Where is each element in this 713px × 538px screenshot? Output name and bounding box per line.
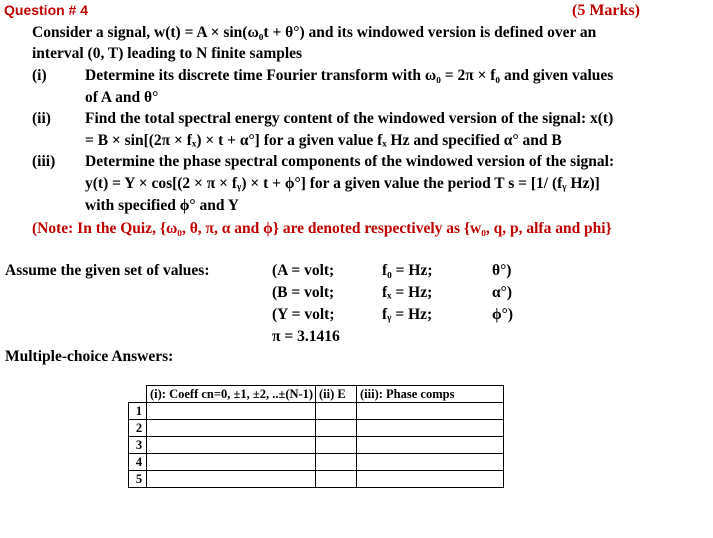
answer-cell-energy[interactable] [316, 437, 357, 454]
answer-cell-coeff[interactable] [147, 420, 316, 437]
part-i-line-2: of A and θ° [85, 89, 159, 106]
value-fx: fₓ = Hz; [382, 284, 433, 301]
answer-cell-energy[interactable] [316, 454, 357, 471]
part-iii-line-2: y(t) = Y × cos[(2 × π × fᵧ) × t + ϕ°] for a given value the period T s = [1/ (fᵧ Hz)] [85, 175, 600, 192]
answer-cell-phase[interactable] [357, 437, 504, 454]
value-Y: (Y = volt; [272, 306, 335, 323]
answer-cell-phase[interactable] [357, 420, 504, 437]
table-row [129, 437, 504, 454]
answer-cell-phase[interactable] [357, 403, 504, 420]
assume-label: Assume the given set of values: [5, 262, 210, 279]
answer-cell-energy[interactable] [316, 471, 357, 488]
part-i-number: (i) [32, 67, 47, 84]
part-iii-line-1: Determine the phase spectral components of the windowed version of the signal: [85, 153, 615, 170]
multiple-choice-label: Multiple-choice Answers: [5, 348, 174, 365]
quiz-note: (Note: In the Quiz, {ω₀, θ, π, α and ϕ} are denoted respectively as {w₀, q, p, alfa and phi} [32, 220, 612, 237]
header-coeff: (i): Coeff cn=0, ±1, ±2, ..±(N-1) [147, 386, 316, 403]
header-phase: (iii): Phase comps [357, 386, 504, 403]
answer-cell-phase[interactable] [357, 454, 504, 471]
table-row [129, 471, 504, 488]
answer-cell-coeff[interactable] [147, 454, 316, 471]
table-row [129, 403, 504, 420]
row-number: 5 [129, 471, 147, 488]
header-corner [129, 386, 147, 403]
part-i-line-1: Determine its discrete time Fourier transform with ω₀ = 2π × f₀ and given values [85, 67, 614, 84]
marks-label: (5 Marks) [572, 2, 640, 19]
value-phi: ϕ°) [492, 306, 514, 323]
question-number: Question # 4 [4, 2, 89, 18]
table-row [129, 454, 504, 471]
value-theta: θ°) [492, 262, 512, 279]
intro-line-1: Consider a signal, w(t) = A × sin(ω₀t + θ°) and its windowed version is defined over an [32, 24, 597, 41]
header-energy: (ii) E [316, 386, 357, 403]
part-iii-number: (iii) [32, 153, 56, 170]
answers-table-header [129, 386, 504, 403]
value-f0: f₀ = Hz; [382, 262, 433, 279]
part-iii-line-3: with specified ϕ° and Y [85, 197, 239, 214]
value-B: (B = volt; [272, 284, 335, 301]
row-number: 4 [129, 454, 147, 471]
answer-cell-coeff[interactable] [147, 403, 316, 420]
row-number: 1 [129, 403, 147, 420]
row-number: 3 [129, 437, 147, 454]
table-row [129, 420, 504, 437]
value-alpha: α°) [492, 284, 513, 301]
part-ii-line-1: Find the total spectral energy content of the windowed version of the signal: x(t) [85, 110, 614, 127]
value-fy: fᵧ = Hz; [382, 306, 433, 323]
answer-cell-energy[interactable] [316, 420, 357, 437]
answer-cell-phase[interactable] [357, 471, 504, 488]
part-ii-number: (ii) [32, 110, 51, 127]
value-A: (A = volt; [272, 262, 335, 279]
intro-line-2: interval (0, T) leading to N finite samples [32, 45, 303, 62]
answers-table [128, 385, 504, 488]
answer-cell-coeff[interactable] [147, 437, 316, 454]
answer-cell-coeff[interactable] [147, 471, 316, 488]
row-number: 2 [129, 420, 147, 437]
value-pi: π = 3.1416 [272, 328, 340, 345]
part-ii-line-2: = B × sin[(2π × fₓ) × t + α°] for a given value fₓ Hz and specified α° and B [85, 132, 562, 149]
answer-cell-energy[interactable] [316, 403, 357, 420]
